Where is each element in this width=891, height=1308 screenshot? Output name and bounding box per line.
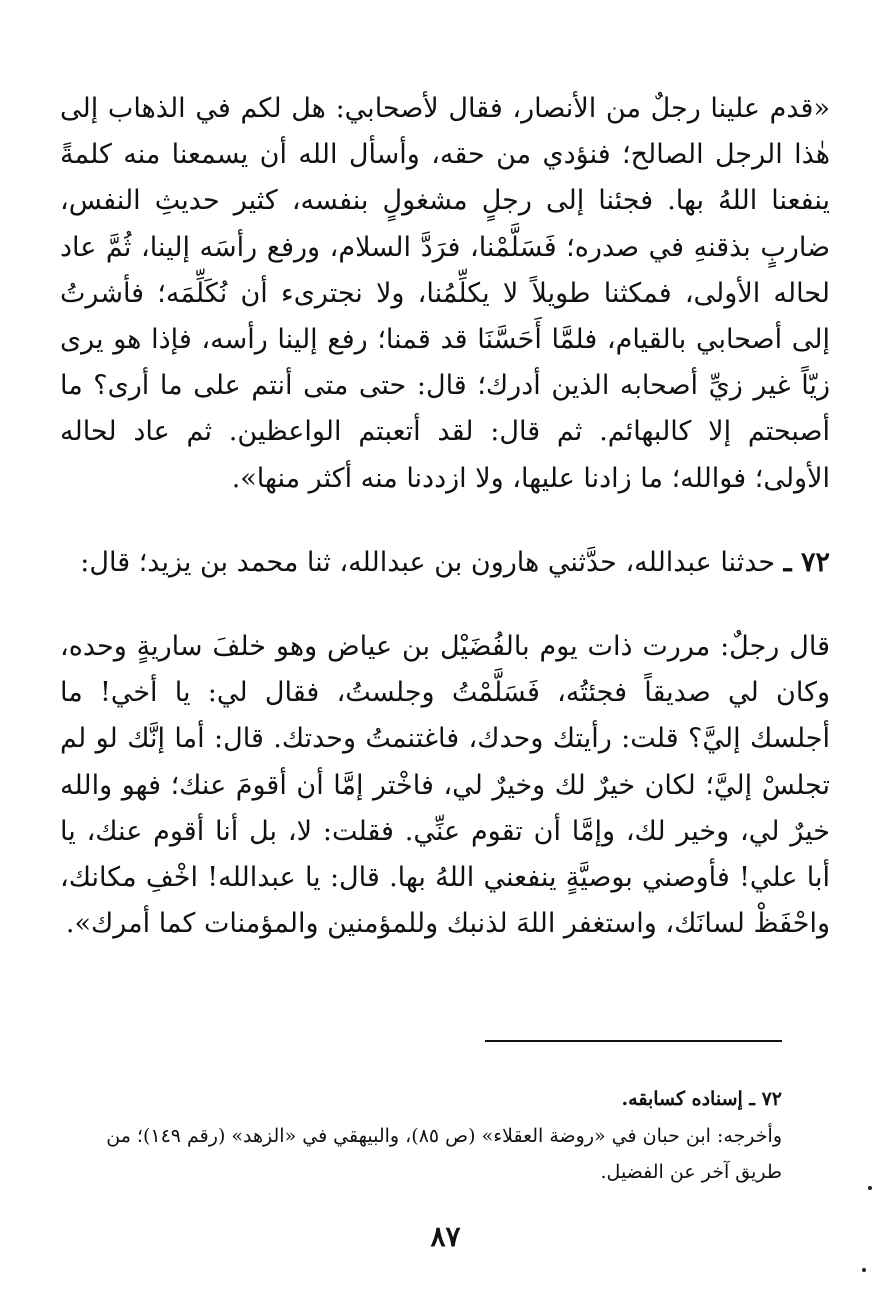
paragraph-2 — [60, 540, 830, 586]
page-number: ٨٧ — [430, 1220, 461, 1253]
paragraph-3: قال رجلٌ: مررت ذات يوم بالفُضَيْل بن عياض وهو خلفَ ساريةٍ وحده، وكان لي صديقاً فجئتُه، فَسَلَّمْتُ وجلستُ، فقال لي: يا أخي! ما أجلسك إليَّ؟ قلت: رأيتك وحدك، فاغتنمتُ وحدتك. قال: أما إنَّك لو لم تجلسْ إليَّ؛ لكان خيرٌ لك وخيرٌ لي، فاخْتر إمَّا أن أقومَ عنك؛ فهو والله خيرٌ لي، وخير لك، وإمَّا أن تقوم عنِّي. فقلت: لا، بل أنا أقوم عنك، يا أبا علي! فأوصني بوصيَّةٍ ينفعني اللهُ بها. قال: يا عبدالله! اخْفِ مكانك، واحْفَظْ لسانَك، واستغفر اللهَ لذنبك وللمؤمنين والمؤمنات كما أمرك». — [60, 631, 830, 940]
main-text — [60, 86, 830, 947]
scan-speck — [862, 1268, 866, 1272]
footnote-title: ٧٢ ـ إسناده كسابقه. — [621, 1088, 782, 1110]
paragraph-1: «قدم علينا رجلٌ من الأنصار، فقال لأصحابي: هل لكم في الذهاب إلى هٰذا الرجل الصالح؛ فنؤدي من حقه، وأسأل الله أن يسمعنا منه كلمةً ينفعنا اللهُ بها. فجئنا إلى رجلٍ مشغولٍ بنفسه، كثير حديثِ النفس، ضاربٍ بذقنهِ في صدره؛ فَسَلَّمْنا، فرَدَّ السلام، ورفع رأسَه إلينا، ثُمَّ عاد لحاله الأولى، فمكثنا طويلاً لا يكلِّمُنا، ولا نجترىء أن نُكَلِّمَه؛ فأشرتُ إلى أصحابي بالقيام، فلمَّا أَحَسَّنَا قد قمنا؛ رفع إلينا رأسه، فإذا هو يرى زيّاً غير زيِّ أصحابه الذين أدرك؛ قال: حتى متى أنتم على ما أرى؟ ما أصبحتم إلا كالبهائم. ثم قال: لقد أتعبتم الواعظين. ثم عاد لحاله الأولى؛ فوالله؛ ما زادنا عليها، ولا ازددنا منه أكثر منها». — [60, 93, 830, 494]
footnote-text: وأخرجه: ابن حبان في «روضة العقلاء» (ص ٨٥)، والبيهقي في «الزهد» (رقم ١٤٩)؛ من طريق آخر عن الفضيل. — [106, 1125, 782, 1183]
scan-speck — [868, 1186, 872, 1190]
footnote-divider — [485, 1040, 782, 1042]
footnotes — [60, 1080, 782, 1190]
hadith-number: ٧٢ ـ — [783, 546, 830, 578]
paragraph-2-text: حدثنا عبدالله، حدَّثني هارون بن عبدالله، ثنا محمد بن يزيد؛ قال: — [80, 546, 776, 578]
